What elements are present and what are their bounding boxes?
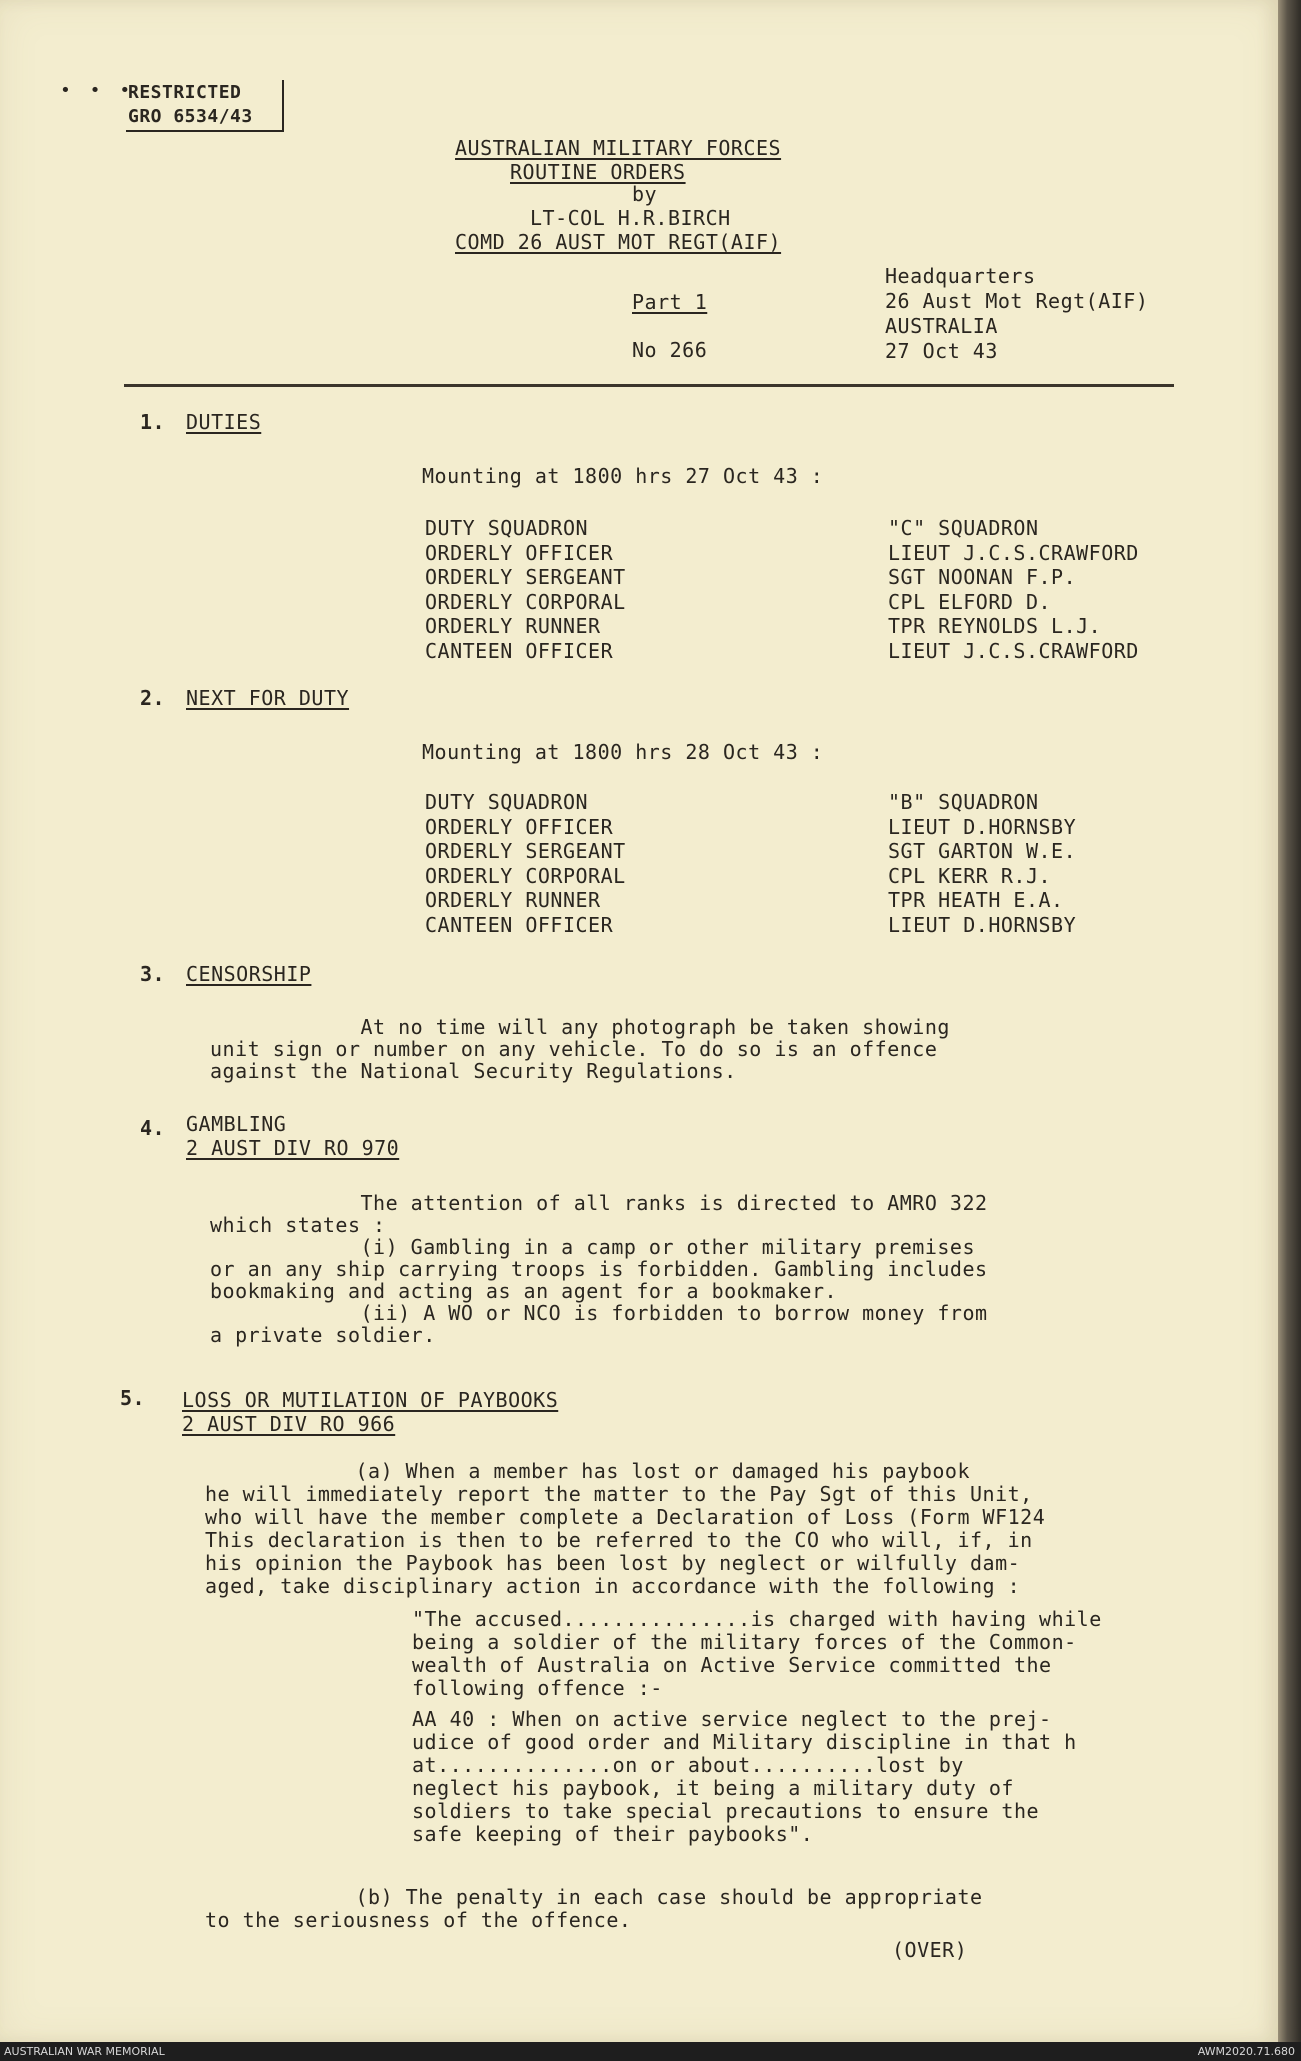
next-duty-name-6: LIEUT D.HORNSBY <box>888 913 1077 937</box>
section-5-subtitle: 2 AUST DIV RO 966 <box>182 1412 396 1436</box>
gambling-line-1: The attention of all ranks is directed to AMRO 322 <box>210 1191 988 1215</box>
offence-line-3: at..............on or about..........lost by <box>412 1753 964 1777</box>
header-forces: AUSTRALIAN MILITARY FORCES <box>455 136 782 160</box>
gambling-line-3: (i) Gambling in a camp or other military premises <box>210 1235 976 1259</box>
header-commander: LT-COL H.R.BIRCH <box>530 206 731 230</box>
duty-role-1: DUTY SQUADRON <box>425 516 589 540</box>
section-3-title: CENSORSHIP <box>186 962 312 986</box>
paybook-line-6: aged, take disciplinary action in accordance with the following : <box>205 1574 1021 1598</box>
duty-name-6: LIEUT J.C.S.CRAWFORD <box>888 639 1139 663</box>
header-by: by <box>632 182 658 206</box>
section-2-title: NEXT FOR DUTY <box>186 686 350 710</box>
paybook-line-3: who will have the member complete a Declaration of Loss (Form WF124 <box>205 1505 1046 1529</box>
next-duty-name-1: "B" SQUADRON <box>888 790 1039 814</box>
punch-marks: • • • <box>60 80 135 101</box>
section-1-number: 1. <box>140 410 166 434</box>
charge-line-4: following offence :- <box>412 1676 663 1700</box>
footer-institution: AUSTRALIAN WAR MEMORIAL <box>4 2045 165 2058</box>
gro-reference: GRO 6534/43 <box>128 106 253 127</box>
footer-accession: AWM2020.71.680 <box>1197 2045 1295 2058</box>
duty-name-5: TPR REYNOLDS L.J. <box>888 614 1102 639</box>
section-5-number: 5. <box>120 1386 146 1410</box>
header-command: COMD 26 AUST MOT REGT(AIF) <box>455 230 782 254</box>
header-divider <box>124 384 1174 387</box>
section-1-mounting: Mounting at 1800 hrs 27 Oct 43 : <box>422 464 824 488</box>
duty-role-2: ORDERLY OFFICER <box>425 540 614 565</box>
archive-footer <box>0 2042 1301 2061</box>
section-5-offence-text <box>412 1708 1077 1846</box>
hq-line-2: 26 Aust Mot Regt(AIF) <box>885 289 1149 313</box>
restricted-label: RESTRICTED <box>128 82 242 103</box>
duty-name-2: LIEUT J.C.S.CRAWFORD <box>888 540 1139 565</box>
binding-edge <box>1278 0 1301 2042</box>
section-4-subtitle: 2 AUST DIV RO 970 <box>186 1136 400 1160</box>
section-3-number: 3. <box>140 962 166 986</box>
section-4-number: 4. <box>140 1116 166 1140</box>
duty-role-6: CANTEEN OFFICER <box>425 639 614 663</box>
penalty-line-1: (b) The penalty in each case should be appropriate <box>205 1885 983 1909</box>
gambling-line-5: bookmaking and acting as an agent for a bookmaker. <box>210 1279 838 1303</box>
section-5-title: LOSS OR MUTILATION OF PAYBOOKS <box>182 1388 559 1412</box>
charge-line-1: "The accused...............is charged with having while <box>412 1607 1102 1631</box>
gambling-line-6: (ii) A WO or NCO is forbidden to borrow money from <box>210 1301 988 1325</box>
section-5-penalty <box>205 1886 983 1932</box>
section-2-mounting: Mounting at 1800 hrs 28 Oct 43 : <box>422 740 824 764</box>
penalty-line-2: to the seriousness of the offence. <box>205 1908 632 1932</box>
paybook-line-4: This declaration is then to be referred to the CO who will, if, in <box>205 1528 1033 1552</box>
section-5-charge-text <box>412 1608 1102 1700</box>
next-duty-role-2: ORDERLY OFFICER <box>425 814 614 839</box>
next-duty-role-1: DUTY SQUADRON <box>425 790 589 814</box>
duty-role-4: ORDERLY CORPORAL <box>425 589 626 614</box>
hq-line-3: AUSTRALIA <box>885 314 998 338</box>
header-routine-orders: ROUTINE ORDERS <box>510 160 686 184</box>
next-duty-role-5: ORDERLY RUNNER <box>425 888 601 913</box>
gambling-line-7: a private soldier. <box>210 1323 436 1347</box>
next-duty-name-4: CPL KERR R.J. <box>888 863 1052 888</box>
duty-name-1: "C" SQUADRON <box>888 516 1039 540</box>
duty-role-3: ORDERLY SERGEANT <box>425 565 626 590</box>
next-duty-role-4: ORDERLY CORPORAL <box>425 863 626 888</box>
paybook-line-1: (a) When a member has lost or damaged his paybook <box>205 1459 971 1483</box>
header-order-number: No 266 <box>632 338 708 362</box>
censorship-line-3: against the National Security Regulations. <box>210 1059 737 1083</box>
section-1-title: DUTIES <box>186 410 262 434</box>
next-duty-role-6: CANTEEN OFFICER <box>425 913 614 937</box>
over-marker: (OVER) <box>892 1938 968 1962</box>
section-2-number: 2. <box>140 686 166 710</box>
offence-line-5: soldiers to take special precautions to ensure the <box>412 1799 1040 1823</box>
offence-line-6: safe keeping of their paybooks". <box>412 1822 814 1846</box>
hq-line-1: Headquarters <box>885 264 1036 288</box>
duty-role-5: ORDERLY RUNNER <box>425 614 601 639</box>
hq-line-4: 27 Oct 43 <box>885 339 998 363</box>
charge-line-2: being a soldier of the military forces of the Common- <box>412 1630 1077 1654</box>
offence-line-4: neglect his paybook, it being a military duty of <box>412 1776 1014 1800</box>
censorship-line-2: unit sign or number on any vehicle. To do so is an offence <box>210 1037 938 1061</box>
offence-line-2: udice of good order and Military discipline in that h <box>412 1730 1077 1754</box>
section-4-body <box>210 1192 988 1346</box>
next-duty-name-5: TPR HEATH E.A. <box>888 888 1064 913</box>
duty-name-3: SGT NOONAN F.P. <box>888 565 1077 590</box>
gambling-line-4: or an any ship carrying troops is forbidden. Gambling includes <box>210 1257 988 1281</box>
section-5-body <box>205 1460 1045 1598</box>
next-duty-name-3: SGT GARTON W.E. <box>888 839 1077 864</box>
duty-name-4: CPL ELFORD D. <box>888 589 1052 614</box>
header-part: Part 1 <box>632 290 708 314</box>
paybook-line-2: he will immediately report the matter to the Pay Sgt of this Unit, <box>205 1482 1033 1506</box>
section-4-title: GAMBLING <box>186 1112 287 1136</box>
section-3-body <box>210 1016 950 1082</box>
offence-line-1: AA 40 : When on active service neglect to the prej- <box>412 1707 1052 1731</box>
next-duty-name-2: LIEUT D.HORNSBY <box>888 814 1077 839</box>
charge-line-3: wealth of Australia on Active Service committed the <box>412 1653 1052 1677</box>
next-duty-role-3: ORDERLY SERGEANT <box>425 839 626 864</box>
censorship-line-1: At no time will any photograph be taken showing <box>210 1015 950 1039</box>
paybook-line-5: his opinion the Paybook has been lost by neglect or wilfully dam- <box>205 1551 1021 1575</box>
gambling-line-2: which states : <box>210 1213 386 1237</box>
